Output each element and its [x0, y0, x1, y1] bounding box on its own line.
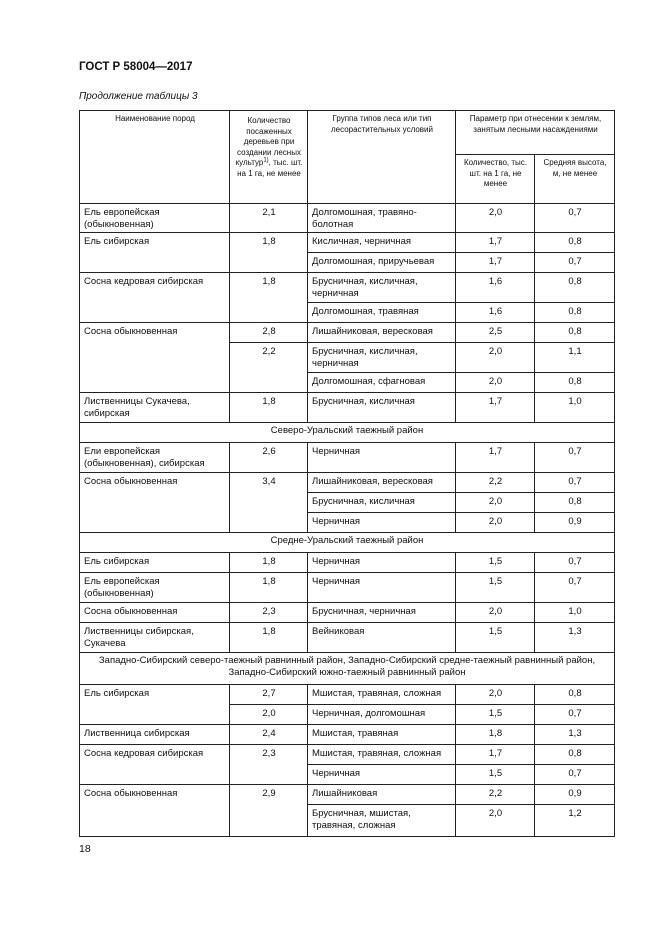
cell-param-height: 1,0: [535, 603, 615, 623]
cell-species: Лиственницы сибирская, Сукачева: [80, 623, 230, 653]
cell-param-count: 2,5: [456, 323, 535, 343]
cell-quantity: 2,3: [230, 745, 308, 785]
cell-param-count: 2,0: [456, 343, 535, 373]
cell-forest-group: Черничная: [308, 765, 456, 785]
cell-param-height: 0,9: [535, 513, 615, 533]
cell-param-height: 1,3: [535, 623, 615, 653]
cell-species: Лиственница сибирская: [80, 725, 230, 745]
section-title: Средне-Уральский таежный район: [80, 533, 615, 553]
cell-param-count: 1,5: [456, 573, 535, 603]
table-caption: Продолжение таблицы 3: [79, 91, 198, 102]
cell-param-height: 0,9: [535, 785, 615, 805]
header-param-height: Средняя высота, м, не менее: [535, 155, 615, 204]
cell-forest-group: Брусничная, кисличная, черничная: [308, 343, 456, 373]
cell-param-count: 2,2: [456, 473, 535, 493]
cell-param-height: 1,3: [535, 725, 615, 745]
cell-param-height: 0,7: [535, 553, 615, 573]
cell-param-height: 0,8: [535, 493, 615, 513]
cell-param-height: 1,1: [535, 343, 615, 373]
cell-species: Сосна кедровая сибирская: [80, 273, 230, 323]
cell-param-count: 2,2: [456, 785, 535, 805]
cell-quantity: 1,8: [230, 233, 308, 273]
section-row: [80, 533, 615, 553]
cell-param-count: 2,0: [456, 805, 535, 837]
cell-forest-group: Мшистая, травяная, сложная: [308, 745, 456, 765]
cell-quantity: 1,8: [230, 623, 308, 653]
cell-quantity: 2,3: [230, 603, 308, 623]
cell-species: Ель европейская (обыкновенная): [80, 573, 230, 603]
cell-species: Лиственницы Сукачева, сибирская: [80, 393, 230, 423]
cell-forest-group: Брусничная, кисличная: [308, 493, 456, 513]
cell-param-count: 2,0: [456, 685, 535, 705]
cell-param-count: 1,5: [456, 623, 535, 653]
cell-param-height: 0,8: [535, 303, 615, 323]
header-quantity: Количество посаженных деревьев при создании лесных культур$^{1)}$, тыс. шт. на 1 га, не менее: [230, 111, 308, 204]
cell-quantity: 2,7: [230, 685, 308, 705]
cell-quantity: 2,6: [230, 443, 308, 473]
cell-param-height: 0,7: [535, 473, 615, 493]
cell-species: Сосна обыкновенная: [80, 603, 230, 623]
table-row: [80, 204, 615, 233]
header-parameter: Параметр при отнесении к землям, занятым лесными насаждениями: [456, 111, 615, 155]
cell-forest-group: Брусничная, мшистая, травяная, сложная: [308, 805, 456, 837]
cell-param-count: 1,6: [456, 273, 535, 303]
table-row: [80, 685, 615, 705]
cell-param-height: 0,7: [535, 765, 615, 785]
cell-param-height: 0,7: [535, 443, 615, 473]
cell-species: Сосна обыкновенная: [80, 323, 230, 393]
cell-forest-group: Мшистая, травяная: [308, 725, 456, 745]
table-row: [80, 323, 615, 343]
cell-forest-group: Черничная: [308, 573, 456, 603]
cell-forest-group: Лишайниковая, вересковая: [308, 323, 456, 343]
cell-param-count: 1,7: [456, 443, 535, 473]
cell-quantity: 1,8: [230, 573, 308, 603]
cell-quantity: 1,8: [230, 273, 308, 323]
header-forest-group: Группа типов леса или тип лесорастительных условий: [308, 111, 456, 204]
cell-forest-group: Долгомошная, приручьевая: [308, 253, 456, 273]
cell-param-count: 2,0: [456, 373, 535, 393]
cell-param-count: 1,8: [456, 725, 535, 745]
table-body: [80, 204, 615, 837]
cell-param-count: 1,5: [456, 705, 535, 725]
cell-param-count: 2,0: [456, 204, 535, 233]
cell-forest-group: Вейниковая: [308, 623, 456, 653]
table-row: [80, 273, 615, 303]
cell-param-height: 0,7: [535, 253, 615, 273]
forest-species-table: [79, 110, 615, 837]
cell-species: Сосна обыкновенная: [80, 785, 230, 837]
cell-param-height: 0,7: [535, 204, 615, 233]
cell-species: Ели европейская (обыкновенная), сибирская: [80, 443, 230, 473]
cell-forest-group: Черничная, долгомошная: [308, 705, 456, 725]
table-row: [80, 473, 615, 493]
cell-param-height: 0,8: [535, 273, 615, 303]
cell-species: Ель сибирская: [80, 553, 230, 573]
cell-param-height: 0,7: [535, 573, 615, 603]
page-number: 18: [79, 843, 91, 855]
cell-forest-group: Черничная: [308, 553, 456, 573]
header-param-count: Количество, тыс. шт. на 1 га, не менее: [456, 155, 535, 204]
table-row: [80, 573, 615, 603]
cell-species: Сосна обыкновенная: [80, 473, 230, 533]
cell-param-count: 2,0: [456, 513, 535, 533]
table-row: [80, 553, 615, 573]
cell-quantity: 2,2: [230, 343, 308, 393]
cell-quantity: 2,9: [230, 785, 308, 837]
table-row: [80, 725, 615, 745]
cell-quantity: 3,4: [230, 473, 308, 533]
cell-param-height: 0,8: [535, 745, 615, 765]
cell-quantity: 1,8: [230, 553, 308, 573]
cell-param-count: 1,7: [456, 393, 535, 423]
cell-forest-group: Лишайниковая, вересковая: [308, 473, 456, 493]
cell-quantity: 2,4: [230, 725, 308, 745]
cell-param-count: 1,5: [456, 553, 535, 573]
section-title: Северо-Уральский таежный район: [80, 423, 615, 443]
cell-forest-group: Долгомошная, травяно-болотная: [308, 204, 456, 233]
cell-param-count: 1,6: [456, 303, 535, 323]
cell-quantity: 2,8: [230, 323, 308, 343]
cell-forest-group: Черничная: [308, 443, 456, 473]
cell-forest-group: Брусничная, кисличная: [308, 393, 456, 423]
cell-quantity: 2,1: [230, 204, 308, 233]
table-row: [80, 393, 615, 423]
document-header: ГОСТ Р 58004—2017: [79, 61, 193, 73]
table-row: [80, 745, 615, 765]
cell-forest-group: Брусничная, кисличная, черничная: [308, 273, 456, 303]
cell-param-count: 1,7: [456, 745, 535, 765]
cell-forest-group: Кисличная, черничная: [308, 233, 456, 253]
section-row: [80, 653, 615, 685]
cell-param-height: 0,8: [535, 323, 615, 343]
cell-forest-group: Долгомошная, сфагновая: [308, 373, 456, 393]
cell-param-height: 0,8: [535, 233, 615, 253]
header-species: Наименование пород: [80, 111, 230, 204]
cell-param-count: 1,7: [456, 233, 535, 253]
cell-param-height: 0,8: [535, 685, 615, 705]
table-row: [80, 623, 615, 653]
cell-species: Ель европейская (обыкновенная): [80, 204, 230, 233]
cell-param-count: 2,0: [456, 493, 535, 513]
cell-species: Ель сибирская: [80, 685, 230, 725]
cell-param-count: 2,0: [456, 603, 535, 623]
cell-forest-group: Долгомошная, травяная: [308, 303, 456, 323]
cell-forest-group: Брусничная, черничная: [308, 603, 456, 623]
table-row: [80, 443, 615, 473]
section-title: Западно-Сибирский северо-таежный равнинный район, Западно-Сибирский средне-таежный равнинный район, Западно-Сибирский южно-таежный равнинный район: [80, 653, 615, 685]
cell-param-count: 1,5: [456, 765, 535, 785]
table-row: [80, 233, 615, 253]
cell-param-count: 1,7: [456, 253, 535, 273]
cell-forest-group: Мшистая, травяная, сложная: [308, 685, 456, 705]
cell-quantity: 1,8: [230, 393, 308, 423]
cell-species: Ель сибирская: [80, 233, 230, 273]
cell-param-height: 0,8: [535, 373, 615, 393]
cell-param-height: 0,7: [535, 705, 615, 725]
cell-forest-group: Лишайниковая: [308, 785, 456, 805]
table-row: [80, 603, 615, 623]
cell-quantity: 2,0: [230, 705, 308, 725]
cell-param-height: 1,0: [535, 393, 615, 423]
section-row: [80, 423, 615, 443]
cell-forest-group: Черничная: [308, 513, 456, 533]
cell-species: Сосна кедровая сибирская: [80, 745, 230, 785]
table-row: [80, 785, 615, 805]
cell-param-height: 1,2: [535, 805, 615, 837]
